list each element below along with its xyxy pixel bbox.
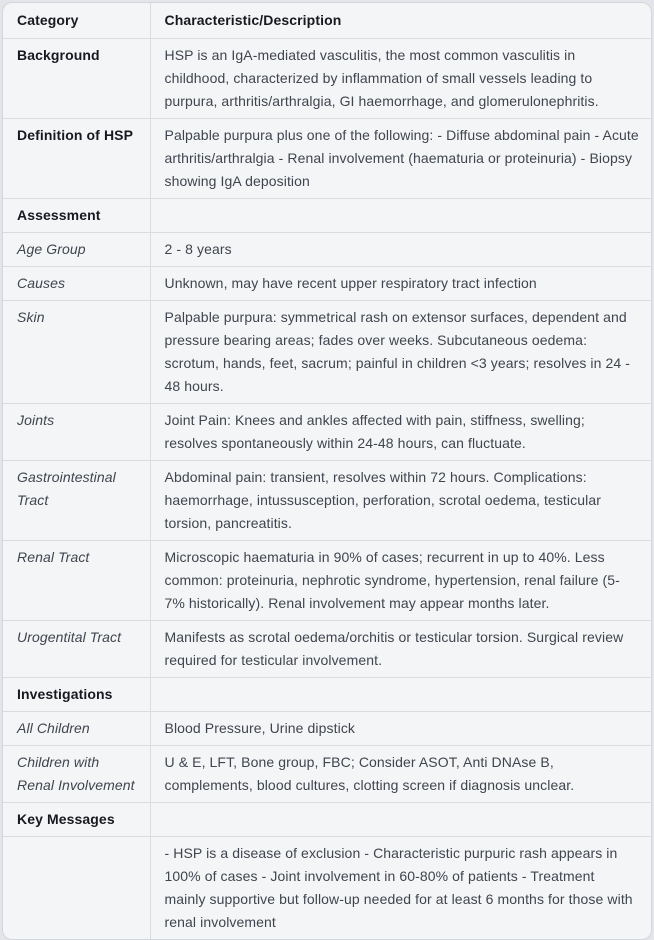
category-cell: Causes: [3, 267, 150, 301]
description-cell: 2 - 8 years: [150, 233, 651, 267]
description-cell: Blood Pressure, Urine dipstick: [150, 712, 651, 746]
category-cell: All Children: [3, 712, 150, 746]
table-row: [3, 621, 651, 678]
table-row: [3, 746, 651, 803]
category-cell: Gastrointestinal Tract: [3, 461, 150, 541]
description-cell: [150, 678, 651, 712]
table-row: [3, 199, 651, 233]
description-cell: Palpable purpura: symmetrical rash on extensor surfaces, dependent and pressure bearing areas; fades over weeks. Subcutaneous oedema: scrotum, hands, feet, sacrum; painful in children <3 years; resolves in 24 - 48 hours.: [150, 301, 651, 404]
table-row: [3, 803, 651, 837]
table-row: [3, 461, 651, 541]
category-cell: Renal Tract: [3, 541, 150, 621]
category-cell: Age Group: [3, 233, 150, 267]
table-row: [3, 267, 651, 301]
description-cell: Microscopic haematuria in 90% of cases; recurrent in up to 40%. Less common: proteinuria, nephrotic syndrome, hypertension, renal failure (5-7% historically). Renal involvement may appear months later.: [150, 541, 651, 621]
category-column-header: Category: [3, 3, 150, 39]
description-cell: Joint Pain: Knees and ankles affected with pain, stiffness, swelling; resolves spontaneously within 24-48 hours, can fluctuate.: [150, 404, 651, 461]
description-cell: HSP is an IgA-mediated vasculitis, the most common vasculitis in childhood, characterized by inflammation of small vessels leading to purpura, arthritis/arthralgia, GI haemorrhage, and glomerulonephritis.: [150, 39, 651, 119]
category-cell: Children with Renal Involvement: [3, 746, 150, 803]
category-cell: [3, 837, 150, 940]
category-cell: Background: [3, 39, 150, 119]
category-cell: Investigations: [3, 678, 150, 712]
table-row: [3, 301, 651, 404]
table-row: [3, 541, 651, 621]
table-row: [3, 119, 651, 199]
description-cell: Unknown, may have recent upper respiratory tract infection: [150, 267, 651, 301]
description-cell: [150, 199, 651, 233]
table-row: [3, 837, 651, 940]
category-cell: Key Messages: [3, 803, 150, 837]
table-row: [3, 404, 651, 461]
table-row: [3, 39, 651, 119]
hsp-table: [3, 3, 651, 939]
description-cell: [150, 803, 651, 837]
description-cell: Palpable purpura plus one of the following: - Diffuse abdominal pain - Acute arthritis/arthralgia - Renal involvement (haematuria or proteinuria) - Biopsy showing IgA deposition: [150, 119, 651, 199]
category-cell: Joints: [3, 404, 150, 461]
table-row: [3, 678, 651, 712]
description-cell: Abdominal pain: transient, resolves within 72 hours. Complications: haemorrhage, intussusception, perforation, scrotal oedema, testicular torsion, pancreatitis.: [150, 461, 651, 541]
description-cell: Manifests as scrotal oedema/orchitis or testicular torsion. Surgical review required for testicular involvement.: [150, 621, 651, 678]
table-row: [3, 233, 651, 267]
header-row: [3, 3, 651, 39]
table-row: [3, 712, 651, 746]
category-cell: Skin: [3, 301, 150, 404]
hsp-reference-table-card: [2, 2, 652, 940]
description-column-header: Characteristic/Description: [164, 12, 342, 28]
category-cell: Assessment: [3, 199, 150, 233]
category-cell: Definition of HSP: [3, 119, 150, 199]
description-cell: - HSP is a disease of exclusion - Characteristic purpuric rash appears in 100% of cases - Joint involvement in 60-80% of patients - Treatment mainly supportive but follow-up needed for at least 6 months for those with renal involvement: [150, 837, 651, 940]
description-cell: U & E, LFT, Bone group, FBC; Consider ASOT, Anti DNAse B, complements, blood cultures, clotting screen if diagnosis unclear.: [150, 746, 651, 803]
category-cell: Urogentital Tract: [3, 621, 150, 678]
